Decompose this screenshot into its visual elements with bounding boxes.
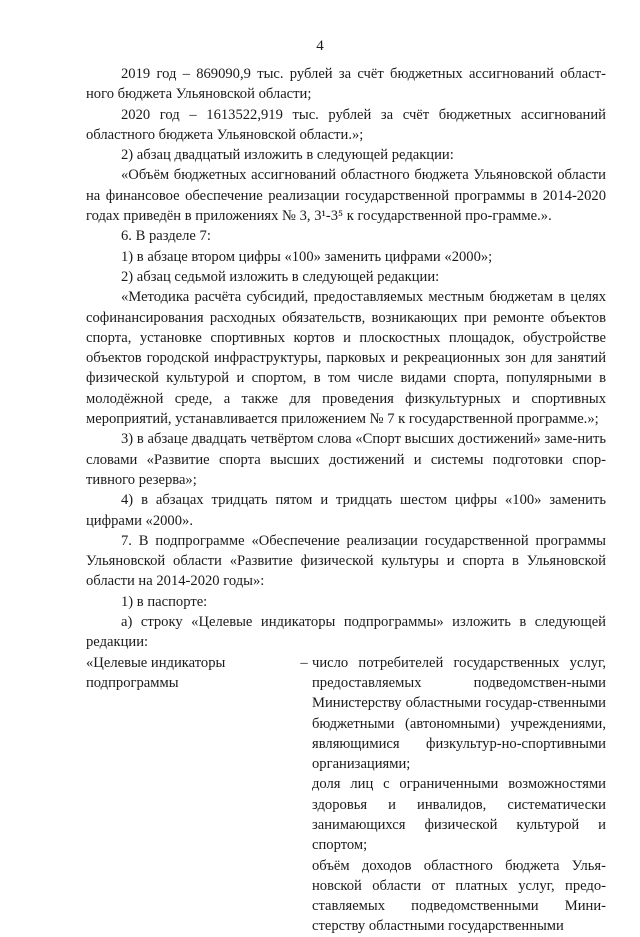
document-body (86, 64, 606, 937)
indicator-item: доля лиц с ограниченными возможностями здоровья и инвалидов, систематически занимающихся физической культурой и спортом; (312, 776, 606, 854)
paragraph: 3) в абзаце двадцать четвёртом слова «Спорт высших достижений» заме-нить словами «Развитие спорта высших достижений и системы подготовки спор-тивного резерва»; (86, 431, 606, 488)
indicator-item: объём доходов областного бюджета Улья-новской области от платных услуг, предо-ставляемых подведомственными Мини-стерству областными государственными (312, 857, 606, 935)
indicator-list (312, 653, 606, 937)
paragraph: 1) в паспорте: (121, 593, 208, 610)
paragraph: «Методика расчёта субсидий, предоставляемых местным бюджетам в целях софинансирования расходных обязательств, возникающих при ремонте объектов спорта, установке спортивных кортов и плоскостных площадок, обустройстве объектов городской инфраструктуры, парковых и рекреационных зон для занятий физической культурой и спортом, в том числе видами спорта, популярными в молодёжной среде, а также для проведения физкультурных и спортивных мероприятий, устанавливается приложением № 7 к государственной программе.»; (86, 289, 606, 428)
paragraph: 7. В подпрограмме «Обеспечение реализации государственной программы Ульяновской области «Развитие физической культуры и спорта в Ульяновской области на 2014-2020 годы»: (86, 532, 606, 590)
page-number: 4 (316, 38, 324, 54)
paragraph: 6. В разделе 7: (121, 228, 211, 245)
paragraph: а) строку «Целевые индикаторы подпрограммы» изложить в следующей редакции: (86, 614, 606, 651)
paragraph: 2019 год – 869090,9 тыс. рублей за счёт бюджетных ассигнований област-ного бюджета Ульяновской области; (86, 66, 606, 103)
paragraph: «Объём бюджетных ассигнований областного бюджета Ульяновской области на финансовое обеспечение реализации государственной программы в 2014-2020 годах приведён в приложениях № 3, 3¹-3⁵ к государственной про-грамме.». (86, 167, 606, 225)
paragraph: 1) в абзаце втором цифры «100» заменить цифрами «2000»; (121, 248, 493, 265)
indicator-label: «Целевые индикаторы подпрограммы (86, 654, 226, 691)
paragraph: 2020 год – 1613522,919 тыс. рублей за счёт бюджетных ассигнований областного бюджета Ульяновской области.»; (86, 106, 606, 143)
paragraph: 2) абзац седьмой изложить в следующей редакции: (121, 268, 440, 285)
paragraph: 2) абзац двадцатый изложить в следующей редакции: (121, 147, 454, 164)
indicator-item: число потребителей государственных услуг, предоставляемых подведомствен-ными Министерству областными государ-ственными бюджетными (автономными) учреждениями, являющимися физкультур-но-спортивными организациями; (312, 654, 606, 773)
indicator-table-row (86, 653, 606, 937)
dash-separator: – (300, 654, 308, 671)
paragraph: 4) в абзацах тридцать пятом и тридцать шестом цифры «100» заменить цифрами «2000». (86, 492, 606, 529)
